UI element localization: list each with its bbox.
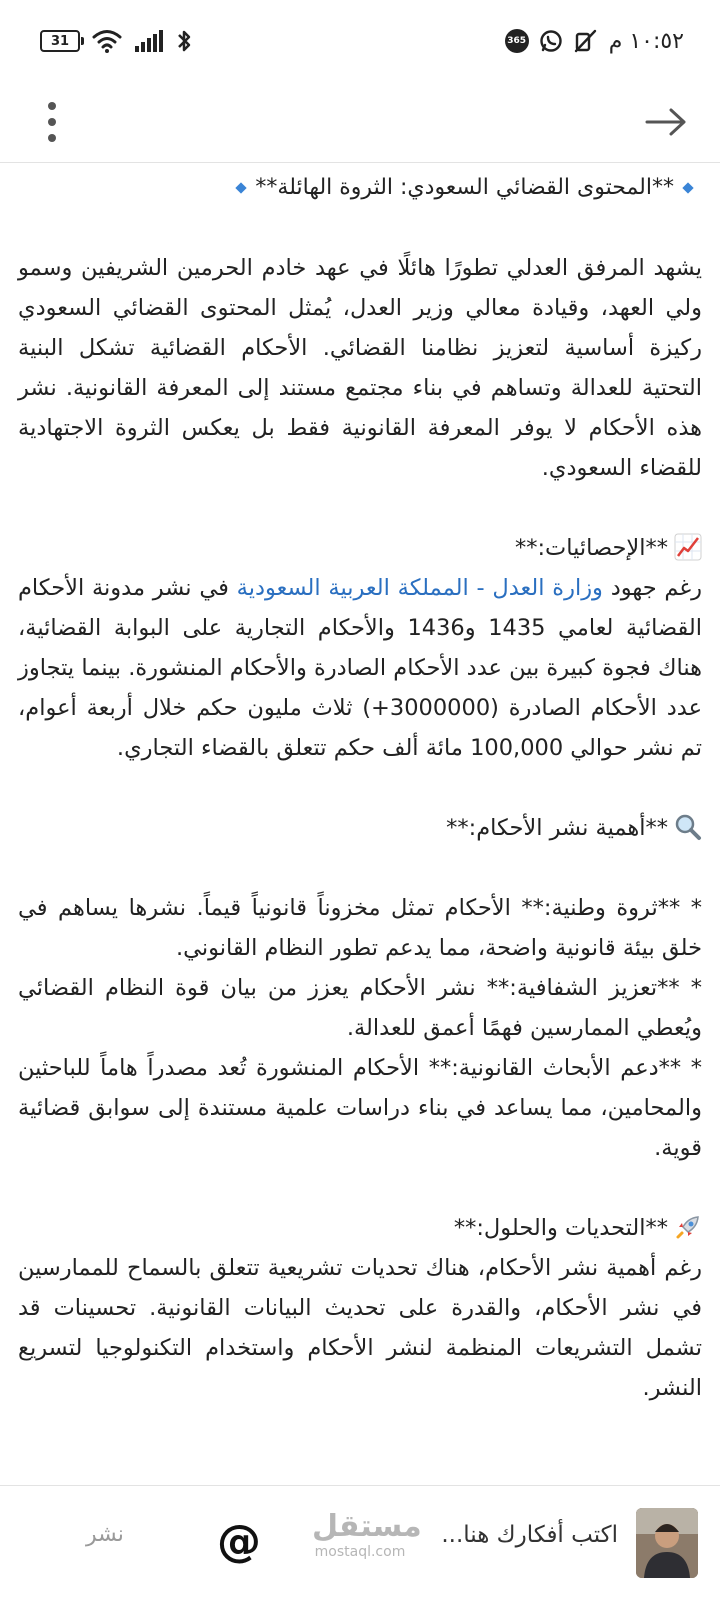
post-heading-line (18, 168, 702, 208)
stats-heading: **الإحصائيات:** (514, 535, 668, 561)
status-right-icons (505, 26, 684, 56)
mute-icon (573, 28, 599, 54)
avatar (636, 1508, 698, 1578)
challenges-heading-line (18, 1208, 702, 1248)
importance-heading: **أهمية نشر الأحكام:** (446, 815, 668, 841)
chart-increasing-icon (674, 533, 702, 561)
comment-composer (0, 1485, 720, 1600)
battery-icon (40, 30, 80, 52)
arrow-forward-icon[interactable] (636, 92, 696, 152)
logo-latin: mostaql.com (314, 1544, 406, 1560)
publish-button[interactable]: نشر (86, 1522, 124, 1547)
ministry-link[interactable]: وزارة العدل - المملكة العربية السعودية (236, 575, 603, 601)
app-badge-text: 365 (507, 36, 527, 46)
status-bar (0, 0, 720, 82)
importance-heading-line (18, 808, 702, 848)
bullet-transparency: * **تعزيز الشفافية:** نشر الأحكام يعزز من بيان قوة النظام القضائي ويُعطي الممارسين فهمًا أعمق للعدالة. (18, 975, 702, 1041)
magnifier-icon (674, 813, 702, 841)
logo-arabic: مستقل (312, 1509, 422, 1544)
challenges-heading: **التحديات والحلول:** (453, 1215, 668, 1241)
wifi-icon (92, 29, 122, 53)
battery-level: 31 (50, 33, 70, 49)
mention-button[interactable]: @ (217, 1515, 261, 1567)
stats-heading-line (18, 528, 702, 568)
diamond-bullet-icon (236, 182, 247, 193)
stats-body: في نشر مدونة الأحكام القضائية لعامي 1435 و1436 والأحكام التجارية على البوابة القضائية، هناك فجوة كبيرة بين عدد الأحكام الصادرة والأحكام المنشورة. بينما يتجاوز عدد الأحكام الصادرة (3000000+) ثلاث مليون حكم خلال أربعة أعوام، تم نشر حوالي 100,000 مائة ألف حكم تتعلق بالقضاء التجاري. (18, 575, 702, 761)
signal-icon (134, 30, 164, 52)
bluetooth-icon (176, 28, 192, 54)
post-heading: **المحتوى القضائي السعودي: الثروة الهائلة** (255, 175, 674, 200)
mostaql-logo (312, 1509, 422, 1574)
stats-prefix: رغم جهود (602, 575, 702, 601)
post-intro: يشهد المرفق العدلي تطورًا هائلًا في عهد خادم الحرمين الشريفين وسمو ولي العهد، وقيادة معالي وزير العدل، يُمثل المحتوى القضائي السعودي ركيزة أساسية لتعزيز نظامنا القضائي. الأحكام القضائية تشكل البنية التحتية للعدالة وتساهم في بناء مجتمع مستند إلى المعرفة القانونية. نشر هذه الأحكام لا يوفر المعرفة القانونية فقط بل يعكس الثروة الاجتهادية للقضاء السعودي. (18, 255, 702, 481)
status-time: ١٠:٥٢ م (608, 28, 684, 54)
diamond-bullet-icon (682, 182, 693, 193)
challenges-body: رغم أهمية نشر الأحكام، هناك تحديات تشريعية تتعلق بالسماح للممارسين في نشر الأحكام، والقدرة على تحديث البيانات القانونية. تحسينات قد تشمل التشريعات المنظمة لنشر الأحكام واستخدام التكنولوجيا لتسريع النشر. (18, 1255, 702, 1401)
whatsapp-icon (539, 29, 563, 53)
comment-input[interactable]: اكتب أفكارك هنا... (441, 1522, 618, 1548)
status-left-icons (40, 26, 192, 56)
app-bar (0, 82, 720, 163)
rocket-icon (674, 1213, 702, 1241)
more-vertical-icon[interactable] (32, 94, 72, 150)
bullet-legal-research: * **دعم الأبحاث القانونية:** الأحكام المنشورة تُعد مصدراً هاماً للباحثين والمحامين، مما يساعد في بناء دراسات علمية مستندة إلى سوابق قضائية قوية. (18, 1055, 702, 1161)
app-badge-icon (505, 29, 529, 53)
post-content (18, 168, 702, 1408)
bullet-national-wealth: * **ثروة وطنية:** الأحكام تمثل مخزوناً قانونياً قيماً. نشرها يساهم في خلق بيئة قانونية واضحة، مما يدعم تطور النظام القانوني. (18, 895, 702, 961)
stats-paragraph (18, 568, 702, 768)
